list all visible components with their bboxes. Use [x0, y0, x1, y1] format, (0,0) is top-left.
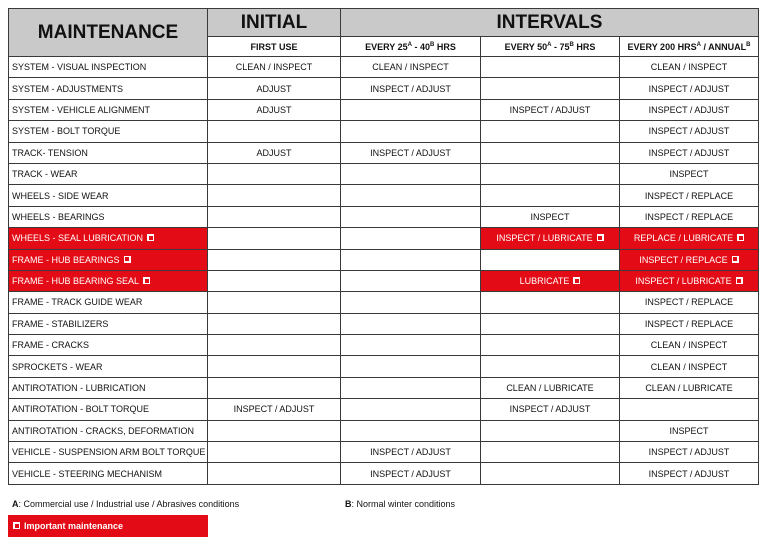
footnote-b-text: : Normal winter conditions	[351, 499, 456, 509]
action-text: INSPECT	[530, 211, 570, 222]
interval-cell	[620, 228, 759, 249]
table-row	[9, 163, 759, 184]
interval-cell	[620, 463, 759, 484]
action-text: ADJUST	[256, 83, 292, 94]
task-label: TRACK- TENSION	[12, 147, 88, 158]
interval-cell	[208, 313, 341, 334]
interval-cell	[341, 442, 481, 463]
column-label-tail: HRS	[573, 41, 596, 52]
action-text: ADJUST	[256, 147, 292, 158]
interval-cell	[341, 292, 481, 313]
task-cell	[9, 399, 208, 420]
task-label: WHEELS - SEAL LUBRICATION	[12, 233, 144, 244]
action-text: INSPECT / ADJUST	[370, 83, 451, 94]
interval-cell	[208, 377, 341, 398]
interval-cell	[620, 270, 759, 291]
table-row	[9, 463, 759, 484]
important-marker-icon	[143, 277, 150, 284]
table-row	[9, 78, 759, 99]
interval-cell	[341, 57, 481, 78]
important-marker-icon	[124, 256, 131, 263]
interval-cell	[208, 270, 341, 291]
column-label-mid: / ANNUAL	[700, 41, 747, 52]
interval-cell	[481, 185, 620, 206]
task-cell	[9, 313, 208, 334]
important-marker-icon	[736, 277, 743, 284]
interval-cell	[208, 420, 341, 441]
interval-cell	[208, 99, 341, 120]
interval-column-header	[481, 37, 620, 57]
column-label: FIRST USE	[250, 41, 298, 52]
action-text: CLEAN / INSPECT	[650, 62, 728, 73]
interval-cell	[481, 163, 620, 184]
task-label: FRAME - HUB BEARINGS	[12, 254, 120, 265]
interval-cell	[341, 142, 481, 163]
table-row	[9, 99, 759, 120]
task-cell	[9, 121, 208, 142]
interval-cell	[208, 185, 341, 206]
interval-cell	[208, 249, 341, 270]
task-label: FRAME - HUB BEARING SEAL	[12, 276, 140, 287]
interval-cell	[620, 313, 759, 334]
action-text: INSPECT / ADJUST	[509, 404, 591, 415]
interval-cell	[481, 399, 620, 420]
interval-cell	[208, 399, 341, 420]
column-label: EVERY 50	[504, 41, 548, 52]
maintenance-schedule	[8, 8, 758, 485]
interval-cell	[481, 249, 620, 270]
interval-cell	[341, 420, 481, 441]
action-text: INSPECT / LUBRICATE	[635, 276, 732, 287]
task-cell	[9, 377, 208, 398]
interval-cell	[481, 335, 620, 356]
footnote-a-text: : Commercial use / Industrial use / Abrasives conditions	[18, 499, 240, 509]
table-row	[9, 420, 759, 441]
task-label: ANTIROTATION - LUBRICATION	[12, 383, 146, 394]
interval-cell	[208, 163, 341, 184]
interval-cell	[481, 142, 620, 163]
table-row	[9, 442, 759, 463]
interval-cell	[208, 121, 341, 142]
interval-cell	[620, 335, 759, 356]
table-row	[9, 121, 759, 142]
task-cell	[9, 185, 208, 206]
column-label-tail: HRS	[434, 41, 456, 52]
interval-cell	[481, 206, 620, 227]
footnote-a-key: A	[12, 499, 19, 509]
task-cell	[9, 292, 208, 313]
interval-cell	[481, 228, 620, 249]
interval-cell	[481, 270, 620, 291]
action-text: LUBRICATE	[519, 276, 570, 287]
action-text: INSPECT / ADJUST	[509, 104, 591, 115]
task-cell	[9, 78, 208, 99]
maintenance-table	[8, 8, 759, 485]
action-text: CLEAN / INSPECT	[235, 62, 313, 73]
table-row	[9, 356, 759, 377]
interval-cell	[481, 78, 620, 99]
interval-cell	[620, 121, 759, 142]
interval-cell	[620, 249, 759, 270]
footnote-a	[12, 499, 239, 509]
interval-cell	[208, 206, 341, 227]
table-row	[9, 57, 759, 78]
interval-cell	[341, 335, 481, 356]
table-row	[9, 335, 759, 356]
task-cell	[9, 57, 208, 78]
task-cell	[9, 142, 208, 163]
footnote-b-key: B	[345, 499, 352, 509]
interval-cell	[481, 57, 620, 78]
task-label: ANTIROTATION - BOLT TORQUE	[12, 404, 150, 415]
important-marker-icon	[573, 277, 580, 284]
task-label: TRACK - WEAR	[12, 169, 78, 180]
action-text: INSPECT / ADJUST	[370, 447, 451, 458]
interval-cell	[341, 99, 481, 120]
interval-cell	[341, 185, 481, 206]
action-text: INSPECT / LUBRICATE	[496, 233, 593, 244]
action-text: REPLACE / LUBRICATE	[633, 233, 734, 244]
action-text: INSPECT	[669, 425, 709, 436]
action-text: INSPECT / ADJUST	[370, 468, 451, 479]
interval-cell	[341, 377, 481, 398]
interval-cell	[481, 442, 620, 463]
important-maintenance-legend	[8, 515, 208, 537]
action-text: INSPECT / REPLACE	[644, 297, 734, 308]
interval-cell	[341, 270, 481, 291]
interval-cell	[341, 356, 481, 377]
column-label-mid: - 75	[551, 41, 570, 52]
table-row	[9, 292, 759, 313]
interval-cell	[208, 228, 341, 249]
interval-cell	[481, 99, 620, 120]
action-text: INSPECT / ADJUST	[648, 83, 730, 94]
action-text: INSPECT / ADJUST	[233, 404, 315, 415]
task-cell	[9, 335, 208, 356]
column-superscript-a: A	[547, 41, 552, 48]
task-label: SPROCKETS - WEAR	[12, 361, 103, 372]
task-cell	[9, 249, 208, 270]
important-marker-icon	[732, 256, 739, 263]
task-cell	[9, 442, 208, 463]
task-label: FRAME - CRACKS	[12, 340, 90, 351]
interval-cell	[481, 292, 620, 313]
interval-cell	[341, 78, 481, 99]
interval-cell	[620, 185, 759, 206]
interval-cell	[341, 249, 481, 270]
interval-cell	[620, 420, 759, 441]
interval-cell	[208, 356, 341, 377]
interval-cell	[481, 377, 620, 398]
task-cell	[9, 206, 208, 227]
action-text: INSPECT	[669, 169, 709, 180]
action-text: INSPECT / REPLACE	[644, 190, 734, 201]
interval-cell	[481, 121, 620, 142]
interval-cell	[208, 57, 341, 78]
interval-cell	[620, 163, 759, 184]
action-text: CLEAN / INSPECT	[372, 62, 449, 73]
interval-cell	[481, 313, 620, 334]
task-cell	[9, 228, 208, 249]
column-superscript-b: B	[430, 41, 435, 48]
task-label: WHEELS - SIDE WEAR	[12, 190, 109, 201]
interval-cell	[208, 442, 341, 463]
interval-cell	[620, 206, 759, 227]
column-superscript-b: B	[569, 41, 574, 48]
task-label: VEHICLE - STEERING MECHANISM	[12, 468, 163, 479]
task-cell	[9, 163, 208, 184]
task-label: WHEELS - BEARINGS	[12, 211, 105, 222]
action-text: CLEAN / INSPECT	[650, 340, 728, 351]
interval-cell	[481, 420, 620, 441]
interval-column-header	[620, 37, 759, 57]
interval-cell	[341, 121, 481, 142]
task-cell	[9, 463, 208, 484]
action-text: INSPECT / ADJUST	[370, 147, 451, 158]
important-marker-icon	[737, 234, 744, 241]
initial-header: INITIAL	[208, 9, 341, 37]
table-row	[9, 313, 759, 334]
column-label-mid: - 40	[412, 41, 431, 52]
interval-cell	[208, 292, 341, 313]
task-label: SYSTEM - ADJUSTMENTS	[12, 83, 124, 94]
footnote-b	[345, 499, 455, 509]
interval-cell	[341, 163, 481, 184]
table-row	[9, 249, 759, 270]
action-text: CLEAN / LUBRICATE	[645, 383, 733, 394]
interval-cell	[620, 442, 759, 463]
action-text: INSPECT / ADJUST	[648, 468, 730, 479]
intervals-header: INTERVALS	[341, 9, 759, 37]
column-superscript-a: A	[696, 41, 701, 48]
action-text: INSPECT / ADJUST	[648, 126, 730, 137]
interval-column-header	[208, 37, 341, 57]
important-marker-icon	[13, 522, 20, 529]
column-label: EVERY 200 HRS	[627, 41, 697, 52]
action-text: CLEAN / LUBRICATE	[506, 383, 594, 394]
footnotes	[12, 499, 752, 513]
table-row	[9, 206, 759, 227]
task-cell	[9, 420, 208, 441]
action-text: INSPECT / REPLACE	[639, 254, 728, 265]
action-text: INSPECT / REPLACE	[644, 211, 734, 222]
interval-cell	[620, 57, 759, 78]
interval-column-header	[341, 37, 481, 57]
table-row	[9, 228, 759, 249]
interval-cell	[620, 292, 759, 313]
table-row	[9, 399, 759, 420]
table-row	[9, 377, 759, 398]
action-text: INSPECT / REPLACE	[644, 318, 734, 329]
task-label: FRAME - TRACK GUIDE WEAR	[12, 297, 143, 308]
task-label: FRAME - STABILIZERS	[12, 318, 109, 329]
column-label: EVERY 25	[365, 41, 408, 52]
task-label: VEHICLE - SUSPENSION ARM BOLT TORQUE	[12, 447, 206, 458]
maintenance-header: MAINTENANCE	[9, 9, 208, 57]
interval-cell	[481, 463, 620, 484]
interval-cell	[341, 228, 481, 249]
interval-cell	[620, 142, 759, 163]
legend-label: Important maintenance	[24, 521, 124, 531]
interval-cell	[620, 377, 759, 398]
interval-cell	[620, 399, 759, 420]
action-text: INSPECT / ADJUST	[648, 104, 730, 115]
interval-cell	[341, 206, 481, 227]
interval-cell	[620, 78, 759, 99]
table-row	[9, 142, 759, 163]
task-cell	[9, 270, 208, 291]
action-text: INSPECT / ADJUST	[648, 147, 730, 158]
interval-cell	[481, 356, 620, 377]
action-text: ADJUST	[256, 104, 292, 115]
interval-cell	[341, 313, 481, 334]
action-text: CLEAN / INSPECT	[650, 361, 728, 372]
important-marker-icon	[597, 234, 604, 241]
column-superscript-a: A	[407, 41, 412, 48]
task-cell	[9, 356, 208, 377]
interval-cell	[620, 356, 759, 377]
interval-cell	[341, 399, 481, 420]
interval-cell	[341, 463, 481, 484]
table-row	[9, 185, 759, 206]
task-label: SYSTEM - BOLT TORQUE	[12, 126, 121, 137]
interval-cell	[208, 335, 341, 356]
interval-cell	[208, 78, 341, 99]
interval-cell	[620, 99, 759, 120]
task-label: SYSTEM - VISUAL INSPECTION	[12, 62, 147, 73]
action-text: INSPECT / ADJUST	[648, 447, 730, 458]
interval-cell	[208, 142, 341, 163]
table-row	[9, 270, 759, 291]
task-label: SYSTEM - VEHICLE ALIGNMENT	[12, 104, 151, 115]
task-label: ANTIROTATION - CRACKS, DEFORMATION	[12, 425, 194, 436]
interval-cell	[208, 463, 341, 484]
task-cell	[9, 99, 208, 120]
column-superscript-b: B	[746, 41, 751, 48]
important-marker-icon	[147, 234, 154, 241]
